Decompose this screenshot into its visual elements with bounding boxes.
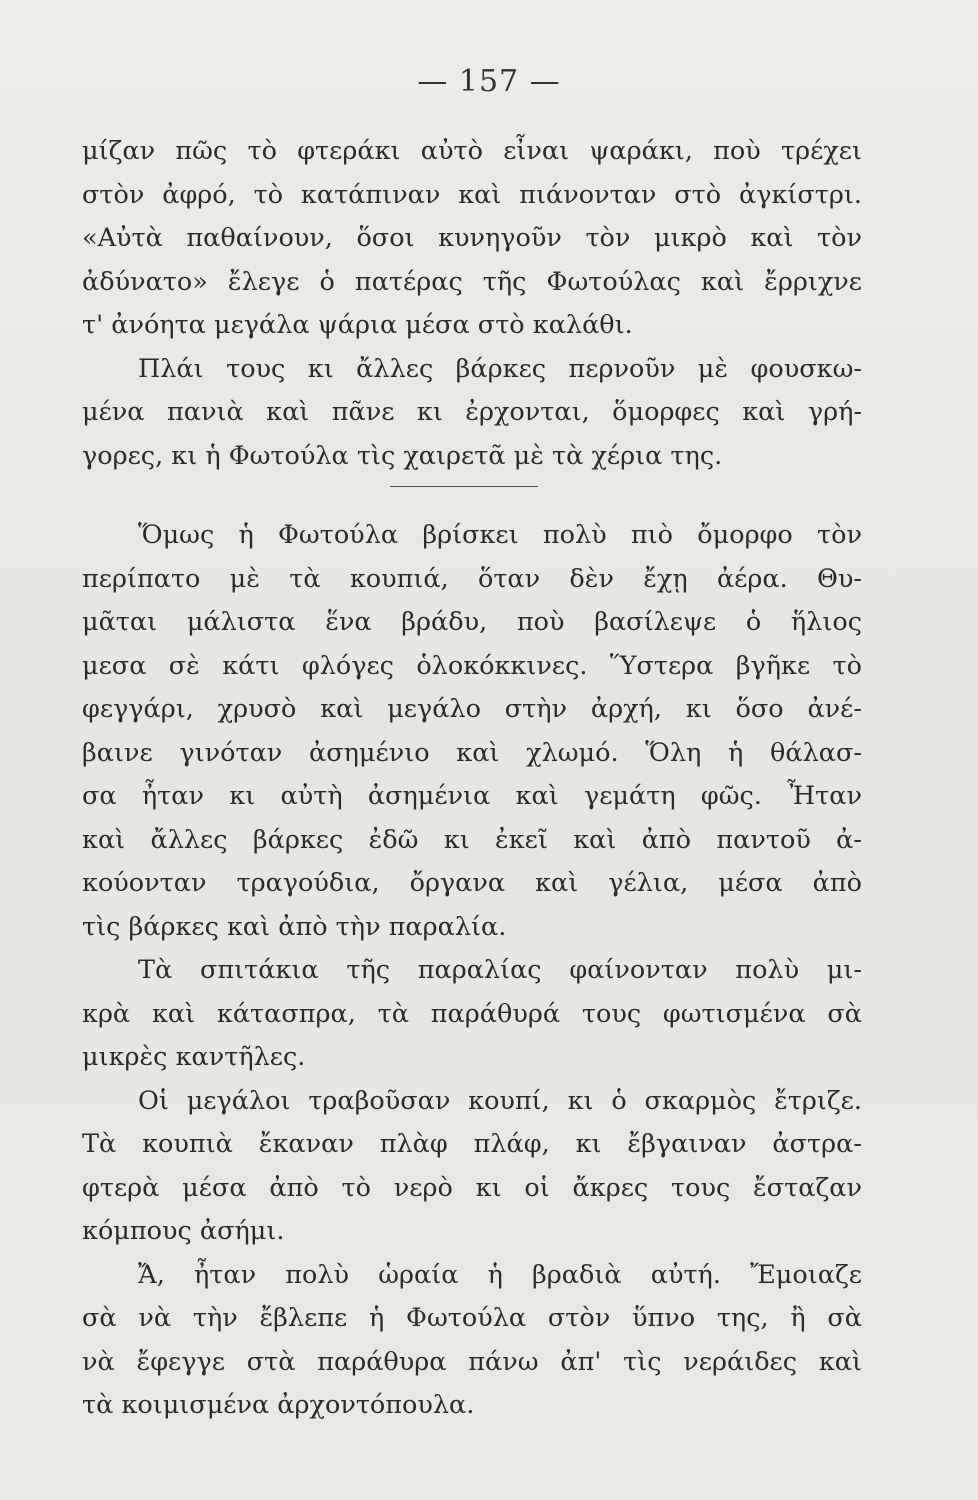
text-line: τ' ἀνόητα μεγάλα ψάρια μέσα στὸ καλάθι. xyxy=(82,310,633,340)
text-line: μικρὲς καντῆλες. xyxy=(82,1042,306,1072)
text-line: Ἄ, ἦταν πολὺ ὡραία ἡ βραδιὰ αὐτή. Ἔμοιαζε xyxy=(138,1259,862,1290)
text-line: κρὰ καὶ κάτασπρα, τὰ παράθυρά τους φωτισμένα σὰ xyxy=(82,998,862,1029)
text-line: περίπατο μὲ τὰ κουπιά, ὅταν δὲν ἔχῃ ἀέρα. Θυ- xyxy=(82,563,862,594)
text-line: Ὅμως ἡ Φωτούλα βρίσκει πολὺ πιὸ ὄμορφο τὸν xyxy=(138,520,862,550)
text-line: μένα πανιὰ καὶ πᾶνε κι ἐρχονται, ὅμορφες καὶ γρή- xyxy=(82,397,862,427)
text-line: σὰ νὰ τὴν ἔβλεπε ἡ Φωτούλα στὸν ὕπνο της, ἢ σὰ xyxy=(82,1303,862,1333)
text-line: στὸν ἀφρό, τὸ κατάπιναν καὶ πιάνονταν στὸ ἀγκίστρι. xyxy=(82,179,862,210)
text-line: σα ἦταν κι αὐτὴ ἀσημένια καὶ γεμάτη φῶς. Ἦταν xyxy=(82,781,862,811)
page-number: — 157 — xyxy=(417,64,561,99)
text-line: κόμπους ἀσήμι. xyxy=(82,1216,285,1246)
text-line: νὰ ἔφεγγε στὰ παράθυρα πάνω ἀπ' τὶς νεράιδες καὶ xyxy=(82,1346,862,1377)
text-line: Πλάι τους κι ἄλλες βάρκες περνοῦν μὲ φουσκω- xyxy=(138,353,862,384)
body-text xyxy=(82,130,862,1428)
text-line: φτερὰ μέσα ἀπὸ τὸ νερὸ κι οἱ ἄκρες τους ἔσταζαν xyxy=(82,1172,862,1203)
text-line: γορες, κι ἡ Φωτούλα τὶς χαιρετᾶ μὲ τὰ χέρια της. xyxy=(82,440,723,471)
text-line: Τὰ κουπιὰ ἔκαναν πλὰφ πλάφ, κι ἔβγαιναν ἀστρα- xyxy=(82,1129,862,1159)
section-separator xyxy=(82,478,862,514)
text-line: Τὰ σπιτάκια τῆς παραλίας φαίνονταν πολὺ μι- xyxy=(138,955,862,985)
text-line: φεγγάρι, χρυσὸ καὶ μεγάλο στὴν ἀρχή, κι ὅσο ἀνέ- xyxy=(82,694,862,724)
text-line: μεσα σὲ κάτι φλόγες ὁλοκόκκινες. Ὕστερα βγῆκε τὸ xyxy=(82,650,862,681)
text-line: κούονταν τραγούδια, ὄργανα καὶ γέλια, μέσα ἀπὸ xyxy=(82,868,862,898)
text-line: «Αὐτὰ παθαίνουν, ὅσοι κυνηγοῦν τὸν μικρὸ καὶ τὸν xyxy=(82,223,862,253)
separator-rule xyxy=(390,486,538,487)
text-line: βαινε γινόταν ἀσημένιο καὶ χλωμό. Ὅλη ἡ θάλασ- xyxy=(82,737,862,768)
text-line: μᾶται μάλιστα ἕνα βράδυ, ποὺ βασίλεψε ὁ ἥλιος xyxy=(82,607,862,637)
text-line: τὶς βάρκες καὶ ἀπὸ τὴν παραλία. xyxy=(82,911,507,942)
text-line: μίζαν πῶς τὸ φτεράκι αὐτὸ εἶναι ψαράκι, ποὺ τρέχει xyxy=(82,136,862,166)
text-line: καὶ ἄλλες βάρκες ἐδῶ κι ἐκεῖ καὶ ἀπὸ παντοῦ ἀ- xyxy=(82,824,862,855)
text-line: τὰ κοιμισμένα ἀρχοντόπουλα. xyxy=(82,1390,475,1420)
text-line: Οἱ μεγάλοι τραβοῦσαν κουπί, κι ὁ σκαρμὸς ἔτριζε. xyxy=(138,1085,862,1116)
text-line: ἀδύνατο» ἔλεγε ὁ πατέρας τῆς Φωτούλας καὶ ἔρριχνε xyxy=(82,266,862,297)
